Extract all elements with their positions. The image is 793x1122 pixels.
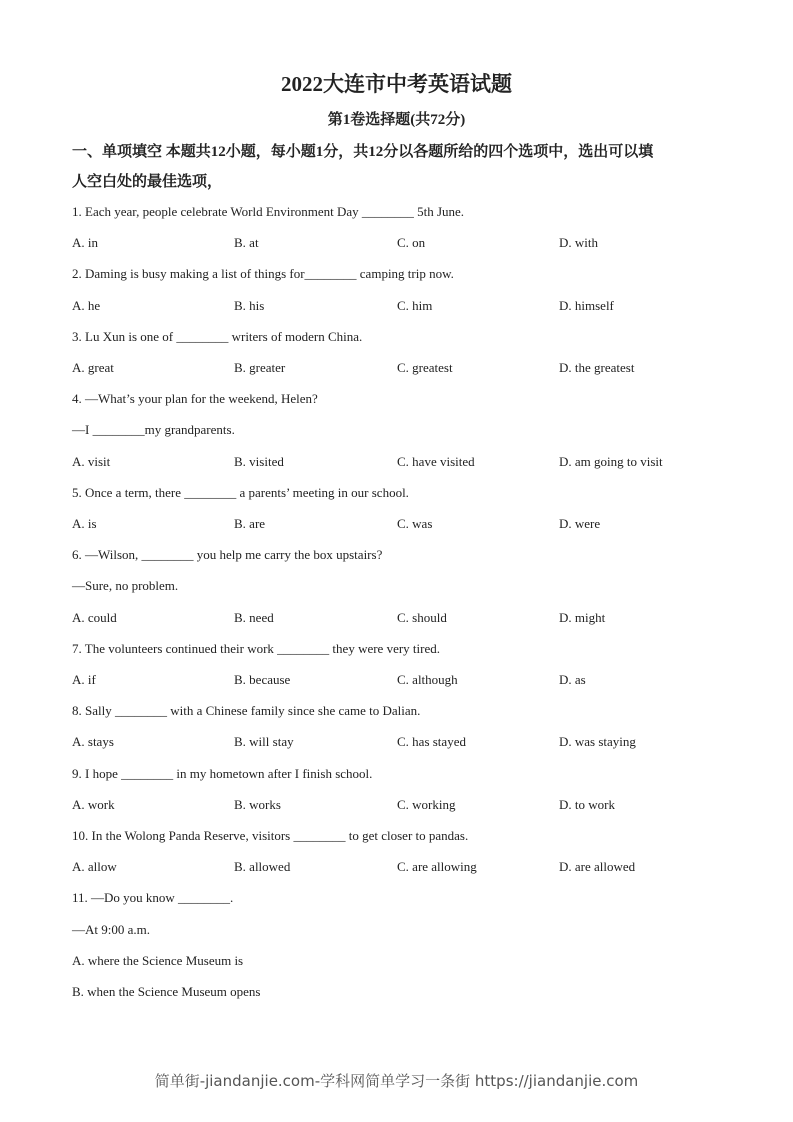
instructions-line-1: 一、单项填空 本题共12小题，每小题1分，共12分以各题所给的四个选项中，选出可以填 [72,144,654,160]
answer-option: B. are [234,516,266,531]
answer-option: D. was staying [559,734,636,750]
answer-option: C. have visited [397,453,475,469]
question-stem: 6. —Wilson, ________ you help me carry the box upstairs? [72,547,383,563]
answer-option: B. when the Science Museum opens [72,984,261,999]
answer-option: C. working [397,796,456,812]
answer-option: D. to work [559,796,615,812]
question-stem: 9. I hope ________ in my hometown after I finish school. [72,765,373,781]
answer-option: B. at [234,235,259,251]
answer-option: A. visit [72,453,111,469]
answer-option: B. need [234,609,274,625]
instructions-line-2: 人空白处的最佳选项， [72,174,223,190]
question-stem: 3. Lu Xun is one of ________ writers of modern China. [72,328,363,344]
answer-option: A. great [72,360,114,375]
answer-option: B. works [234,796,281,812]
question-dialogue-line: —At 9:00 a.m. [72,921,150,937]
answer-option: A. he [72,297,101,313]
answer-option: A. stays [72,734,114,750]
answer-option: C. him [397,297,433,313]
answer-option: A. in [72,235,98,251]
question-stem: 4. —What’s your plan for the weekend, Helen? [72,391,318,407]
answer-option: C. was [397,516,433,531]
page-title: 2022大连市中考英语试题 [281,72,512,96]
answer-option: C. should [397,609,447,625]
question-stem: 8. Sally ________ with a Chinese family since she came to Dalian. [72,703,421,719]
answer-option: B. his [234,297,265,313]
answer-option: D. am going to visit [559,453,663,469]
question-stem: 5. Once a term, there ________ a parents’ meeting in our school. [72,484,409,500]
answer-option: B. allowed [234,859,291,875]
answer-option: C. although [397,672,458,687]
answer-option: A. could [72,609,117,625]
question-stem: 11. —Do you know ________. [72,890,234,906]
question-stem: 10. In the Wolong Panda Reserve, visitors ________ to get closer to pandas. [72,828,469,843]
answer-option: D. are allowed [559,859,636,875]
answer-option: D. might [559,609,606,625]
answer-option: C. has stayed [397,734,466,750]
answer-option: A. allow [72,859,117,875]
answer-option: B. visited [234,453,284,469]
answer-option: D. with [559,235,598,251]
question-dialogue-line: —Sure, no problem. [72,578,179,594]
question-stem: 2. Daming is busy making a list of things for________ camping trip now. [72,266,454,282]
answer-option: D. as [559,672,586,687]
answer-option: B. will stay [234,734,294,750]
answer-option: B. because [234,672,291,687]
section-subtitle: 第1卷选择题(共72分) [327,112,466,128]
answer-option: A. where the Science Museum is [72,952,244,968]
answer-option: D. the greatest [559,360,635,375]
answer-option: D. himself [559,297,614,313]
question-stem: 1. Each year, people celebrate World Environment Day ________ 5th June. [72,204,465,219]
answer-option: A. is [72,516,97,531]
answer-option: D. were [559,516,601,531]
question-dialogue-line: —I ________my grandparents. [72,422,235,438]
answer-option: A. if [72,672,96,687]
answer-option: B. greater [234,360,286,375]
question-stem: 7. The volunteers continued their work ________ they were very tired. [72,640,440,656]
answer-option: C. on [397,235,426,251]
footer-watermark: 简单街-jiandanjie.com-学科网简单学习一条街 https://jiandanjie.com [154,1072,639,1090]
answer-option: C. are allowing [397,859,477,875]
answer-option: A. work [72,796,115,812]
answer-option: C. greatest [397,360,453,375]
